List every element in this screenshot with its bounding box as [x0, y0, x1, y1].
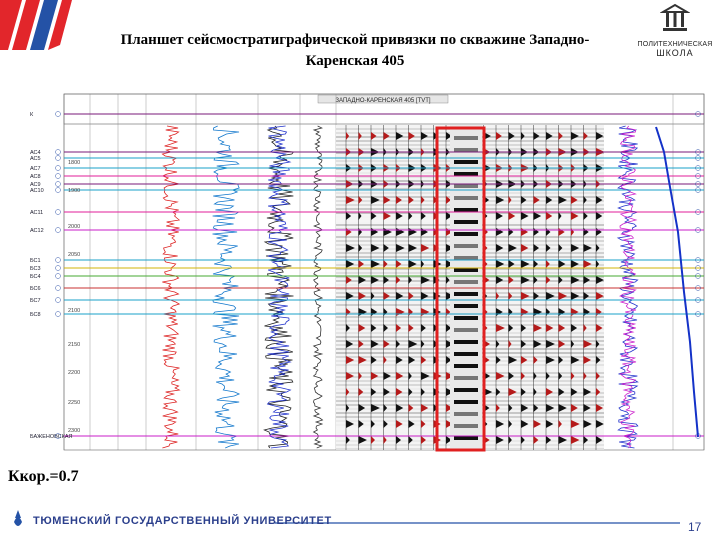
horizon-label: АС12 [30, 228, 44, 234]
synthetic-event [454, 388, 478, 392]
synthetic-event [454, 280, 478, 284]
horizon-marker [56, 312, 61, 317]
depth-label: 2200 [68, 370, 81, 376]
horizon-label: АС8 [30, 174, 41, 180]
horizon-label: АС10 [30, 188, 44, 194]
horizon-label: АС11 [30, 210, 44, 216]
synthetic-event [454, 316, 478, 320]
synthetic-event [454, 196, 478, 200]
horizon-marker [56, 166, 61, 171]
horizon-marker [56, 286, 61, 291]
log-curve-red [162, 126, 179, 448]
horizon-label: БС8 [30, 312, 41, 318]
logo-text-line2: ШКОЛА [656, 48, 694, 58]
school-logo [630, 3, 720, 69]
horizon-label: АС7 [30, 166, 41, 172]
synthetic-event [454, 412, 478, 416]
depth-label: 2000 [68, 224, 81, 230]
synthetic-event [454, 232, 478, 236]
logo-text-line1: ПОЛИТЕХНИЧЕСКАЯ [637, 41, 713, 48]
synthetic-event [454, 184, 478, 188]
page-number: 17 [688, 520, 702, 534]
synthetic-event [454, 244, 478, 248]
horizon-label: БС4 [30, 274, 41, 280]
horizon-marker [56, 266, 61, 271]
depth-label: 1800 [68, 160, 81, 166]
horizon-marker [56, 298, 61, 303]
slide-title: Планшет сейсмостратиграфической привязки по скважине Западно-Каренская 405 [120, 32, 590, 69]
horizon-label: АС9 [30, 182, 41, 188]
horizon-marker [56, 258, 61, 263]
horizon-marker [56, 228, 61, 233]
depth-label: 2250 [68, 400, 81, 406]
synthetic-event [454, 304, 478, 308]
log-curve-blue [213, 126, 240, 448]
horizon-marker [56, 274, 61, 279]
plot-header-label: ЗАПАДНО-КАРЕНСКАЯ 405 [TVT] [335, 98, 431, 104]
synthetic-event [454, 328, 478, 332]
synthetic-event [454, 256, 478, 260]
seismic-tie-plot [28, 92, 706, 452]
synthetic-event [454, 220, 478, 224]
horizon-marker [56, 182, 61, 187]
log-curve-dark-blue [268, 126, 291, 448]
university-emblem-icon [14, 517, 22, 526]
depth-label: 2300 [68, 428, 81, 434]
depth-label: 2100 [68, 308, 81, 314]
velocity-curve [656, 127, 698, 437]
horizon-label: БС1 [30, 258, 41, 264]
horizon-label: К [30, 112, 34, 118]
synthetic-event [454, 352, 478, 356]
synthetic-event [454, 376, 478, 380]
synthetic-event [454, 268, 478, 272]
depth-label: 2050 [68, 252, 81, 258]
depth-label: 1900 [68, 188, 81, 194]
horizon-label: БС3 [30, 266, 41, 272]
building-icon [660, 3, 690, 33]
synthetic-event [454, 364, 478, 368]
horizon-label: БС7 [30, 298, 41, 304]
depth-label: 2150 [68, 342, 81, 348]
log-curve-black [264, 126, 293, 448]
horizon-marker [56, 174, 61, 179]
university-name: ТЮМЕНСКИЙ ГОСУДАРСТВЕННЫЙ УНИВЕРСИТЕТ [33, 515, 332, 527]
horizon-label: БС6 [30, 286, 41, 292]
synthetic-event [454, 340, 478, 344]
synthetic-event [454, 172, 478, 176]
horizon-marker [56, 156, 61, 161]
synthetic-event [454, 208, 478, 212]
horizon-marker [56, 210, 61, 215]
synthetic-event [454, 400, 478, 404]
correlation-coefficient: Ккор.=0.7 [8, 468, 79, 485]
horizon-marker [56, 188, 61, 193]
synthetic-event [454, 148, 478, 152]
horizon-marker [56, 150, 61, 155]
decorative-stripes [0, 0, 75, 50]
synthetic-event [454, 136, 478, 140]
synthetic-event [454, 436, 478, 440]
horizon-label: БАЖЕНОВСКАЯ [30, 434, 73, 440]
log-curve-gray [314, 126, 323, 448]
synthetic-event [454, 292, 478, 296]
synthetic-event [454, 160, 478, 164]
log-curve-right-blue [618, 126, 638, 448]
synthetic-event [454, 424, 478, 428]
horizon-marker [56, 112, 61, 117]
horizon-label: АС5 [30, 156, 41, 162]
horizon-label: АС4 [30, 150, 41, 156]
